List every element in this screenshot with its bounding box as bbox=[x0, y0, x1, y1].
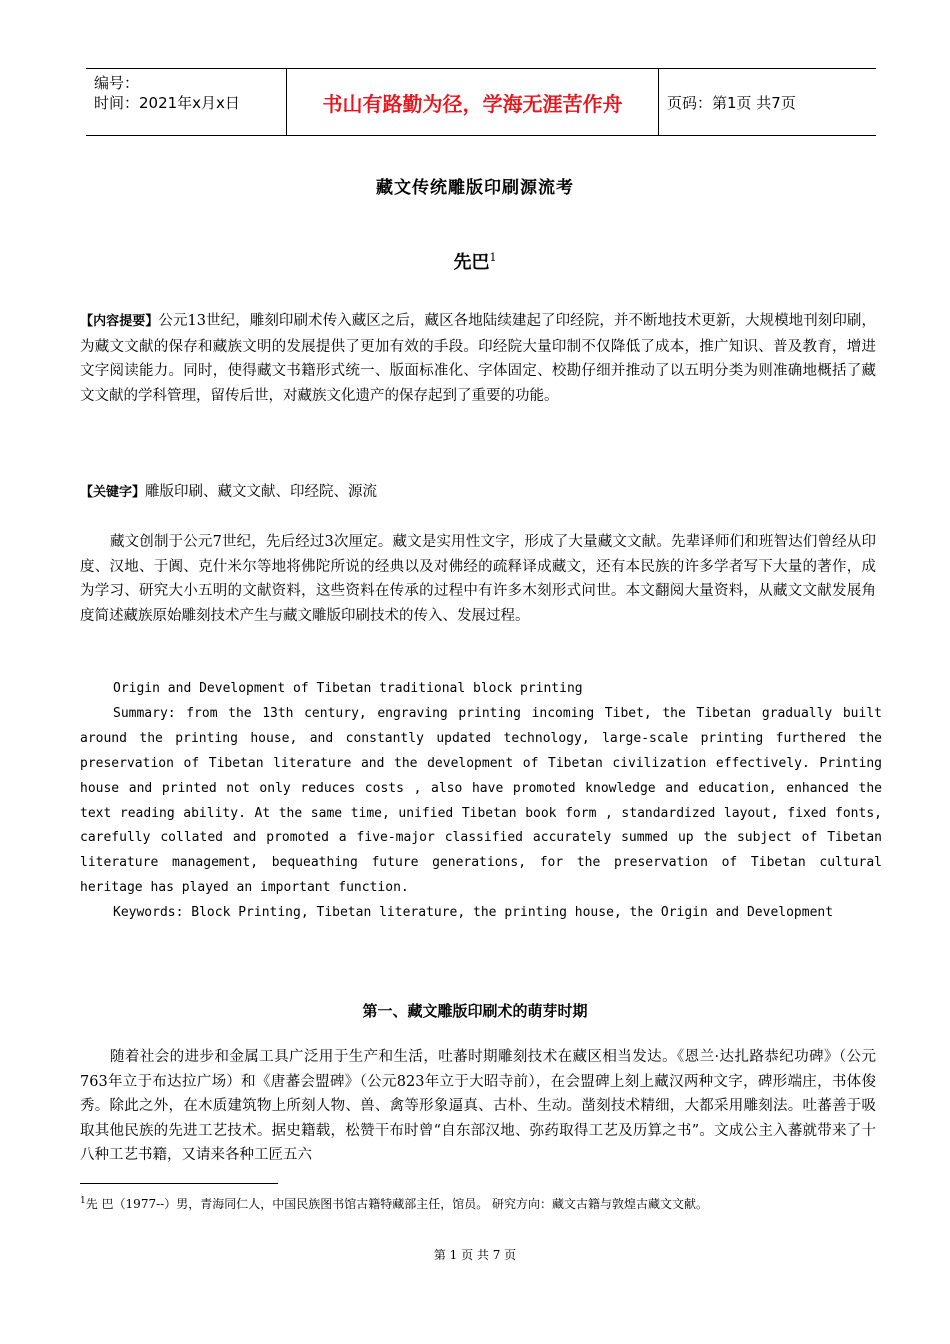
footnote-divider bbox=[80, 1183, 278, 1184]
number-label: 编号： bbox=[94, 74, 140, 92]
header-motto: 书山有路勤为径，学海无涯苦作舟 bbox=[286, 69, 659, 135]
english-summary: Summary: from the 13th century, engraving printing incoming Tibet, the Tibetan gradually built around the printing house, and constantly updated technology, large-scale printing furthered the preservation of Tibetan literature and the development of Tibetan civilization effectively. Printing house and printed not only reduces costs , also have promoted knowledge and education, enhanced the text reading ability. At the same time, unified Tibetan book form , standardized layout, fixed fonts, carefully collated and promoted a five-major classified accurately summed up the subject of Tibetan literature management, bequeathing future generations, for the preservation of Tibetan cultural heritage has played an important function. bbox=[80, 705, 882, 896]
keywords-paragraph bbox=[80, 480, 876, 506]
english-title: Origin and Development of Tibetan traditional block printing bbox=[113, 681, 583, 696]
keywords-text: 雕版印刷、藏文文献、印经院、源流 bbox=[145, 484, 378, 500]
time-label: 时间：2021年x月x日 bbox=[94, 94, 240, 112]
abstract-label: 【内容提要】 bbox=[80, 314, 159, 329]
header-page-info: 页码：第1页 共7页 bbox=[667, 93, 796, 112]
english-keywords: Keywords: Block Printing, Tibetan literature, the printing house, the Origin and Development bbox=[113, 905, 834, 921]
author-name: 先巴 bbox=[453, 252, 490, 273]
author-line bbox=[0, 248, 950, 274]
abstract-text: 公元13世纪，雕刻印刷术传入藏区之后，藏区各地陆续建起了印经院，并不断地技术更新，大规模地刊刻印刷，为藏文文献的保存和藏族文明的发展提供了更加有效的手段。印经院大量印制不仅降低了成本，推广知识、普及教育，增进文字阅读能力。同时，使得藏文书籍形式统一、版面标准化、字体固定、校勘仔细并推动了以五明分类为则准确地概括了藏文文献的学科管理，留传后世，对藏族文化遗产的保存起到了重要的功能。 bbox=[80, 313, 876, 404]
section-heading: 第一、藏文雕版印刷术的萌芽时期 bbox=[362, 1002, 588, 1020]
section-paragraph: 随着社会的进步和金属工具广泛用于生产和生活，吐蕃时期雕刻技术在藏区相当发达。《恩兰·达扎路恭纪功碑》（公元763年立于布达拉广场）和《唐蕃会盟碑》（公元823年立于大昭寺前），在会盟碑上刻上藏汉两种文字，碑形端庄，书体俊秀。除此之外，在木质建筑物上所刻人物、兽、禽等形象逼真、古朴、生动。凿刻技术精细，大都采用雕刻法。吐蕃善于吸取其他民族的先进工艺技术。据史籍载，松赞干布时曾“自东部汉地、弥药取得工艺及历算之书”。文成公主入蕃就带来了十八种工艺书籍，又请来各种工匠五六 bbox=[80, 1049, 876, 1163]
header-left-cell bbox=[86, 69, 286, 135]
abstract-paragraph bbox=[80, 309, 876, 408]
header-table bbox=[86, 68, 876, 136]
footnote bbox=[80, 1192, 880, 1213]
page-footer: 第 1 页 共 7 页 bbox=[433, 1248, 517, 1262]
english-abstract bbox=[80, 677, 882, 926]
document-title: 藏文传统雕版印刷源流考 bbox=[376, 178, 574, 198]
intro-paragraph: 藏文创制于公元7世纪，先后经过3次厘定。藏文是实用性文字，形成了大量藏文文献。先辈译师们和班智达们曾经从印度、汉地、于阗、克什米尔等地将佛陀所说的经典以及对佛经的疏释译成藏文，还有本民族的许多学者写下大量的著作，成为学习、研究大小五明的文献资料，这些资料在传承的过程中有许多木刻形式问世。本文翻阅大量资料，从藏文文献发展角度简述藏族原始雕刻技术产生与藏文雕版印刷技术的传入、发展过程。 bbox=[80, 534, 876, 624]
author-footnote-mark: 1 bbox=[489, 251, 497, 264]
footnote-mark: 1 bbox=[80, 1196, 86, 1206]
keywords-label: 【关键字】 bbox=[80, 485, 146, 500]
footnote-text: 先 巴（1977--）男，青海同仁人，中国民族图书馆古籍特藏部主任，馆员。 研究方向：藏文古籍与敦煌古藏文文献。 bbox=[85, 1197, 709, 1211]
